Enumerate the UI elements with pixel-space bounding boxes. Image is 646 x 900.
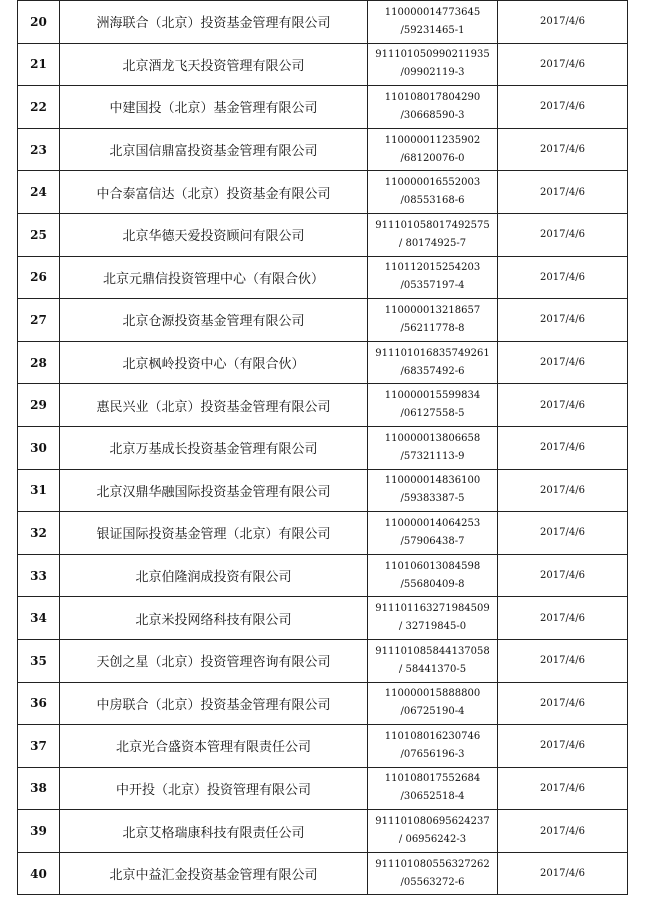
organization-code: /30668590-3 [400,109,465,121]
company-name: 中开投（北京）投资管理有限公司 [60,767,368,810]
date-cell: 2017/4/6 [498,767,628,810]
date-cell: 2017/4/6 [498,213,628,256]
company-name: 北京元鼎信投资管理中心（有限合伙） [60,256,368,299]
table-body [18,1,628,895]
date-cell: 2017/4/6 [498,597,628,640]
organization-code: /07656196-3 [400,748,465,760]
row-number: 28 [18,341,60,384]
registration-number: 110000014064253 [384,517,481,529]
organization-code: /59231465-1 [400,24,465,36]
registration-number: 911101163271984509 [375,603,490,615]
table-row [18,213,628,256]
registration-number: 911101080695624237 [375,816,490,828]
registration-number: 110112015254203 [384,262,481,274]
table-row [18,426,628,469]
registration-code [368,384,498,427]
registration-number: 110000015888800 [384,688,481,700]
row-number: 25 [18,213,60,256]
organization-code: / 58441370-5 [398,663,467,675]
registration-number: 110000014836100 [384,475,481,487]
registration-number: 110000011235902 [384,134,481,146]
date-cell: 2017/4/6 [498,682,628,725]
date-cell: 2017/4/6 [498,852,628,895]
organization-code: /59383387-5 [400,493,465,505]
registration-code [368,86,498,129]
table-row [18,171,628,214]
table-row [18,639,628,682]
company-name: 北京仓源投资基金管理有限公司 [60,299,368,342]
registration-code [368,682,498,725]
date-cell: 2017/4/6 [498,171,628,214]
company-name: 北京枫岭投资中心（有限合伙） [60,341,368,384]
registration-code [368,43,498,86]
registration-code [368,725,498,768]
company-name: 北京汉鼎华融国际投资基金管理有限公司 [60,469,368,512]
company-name: 北京中益汇金投资基金管理有限公司 [60,852,368,895]
company-name: 中房联合（北京）投资基金管理有限公司 [60,682,368,725]
date-cell: 2017/4/6 [498,725,628,768]
table-row [18,852,628,895]
registration-code [368,852,498,895]
company-name: 银证国际投资基金管理（北京）有限公司 [60,512,368,555]
company-name: 北京华德天爱投资顾问有限公司 [60,213,368,256]
registration-code [368,597,498,640]
registration-number: 110108016230746 [384,730,481,742]
organization-code: / 32719845-0 [398,621,467,633]
registration-code [368,767,498,810]
organization-code: /56211778-8 [400,322,465,334]
row-number: 24 [18,171,60,214]
company-name: 北京酒龙飞天投资管理有限公司 [60,43,368,86]
registration-code [368,128,498,171]
date-cell: 2017/4/6 [498,1,628,44]
registration-number: 110000016552003 [384,177,481,189]
registration-number: 911101085844137058 [375,645,490,657]
date-cell: 2017/4/6 [498,341,628,384]
registration-code [368,426,498,469]
registration-code [368,256,498,299]
table-row [18,256,628,299]
registration-code [368,469,498,512]
row-number: 29 [18,384,60,427]
date-cell: 2017/4/6 [498,639,628,682]
organization-code: /05563272-6 [400,876,465,888]
date-cell: 2017/4/6 [498,384,628,427]
organization-code: /06725190-4 [400,706,465,718]
row-number: 23 [18,128,60,171]
company-name: 北京艾格瑞康科技有限责任公司 [60,810,368,853]
date-cell: 2017/4/6 [498,554,628,597]
date-cell: 2017/4/6 [498,256,628,299]
organization-code: /09902119-3 [400,67,465,79]
date-cell: 2017/4/6 [498,469,628,512]
registration-number: 110000013806658 [384,432,481,444]
company-name: 北京国信鼎富投资基金管理有限公司 [60,128,368,171]
registration-number: 911101016835749261 [375,347,490,359]
table-row [18,767,628,810]
row-number: 22 [18,86,60,129]
date-cell: 2017/4/6 [498,810,628,853]
company-name: 中建国投（北京）基金管理有限公司 [60,86,368,129]
row-number: 37 [18,725,60,768]
company-name: 北京光合盛资本管理有限责任公司 [60,725,368,768]
row-number: 26 [18,256,60,299]
registration-code [368,171,498,214]
table-row [18,725,628,768]
date-cell: 2017/4/6 [498,299,628,342]
table-row [18,86,628,129]
row-number: 38 [18,767,60,810]
organization-code: /08553168-6 [400,195,465,207]
table-row [18,469,628,512]
table-row [18,299,628,342]
table-row [18,384,628,427]
organization-code: /57906438-7 [400,535,465,547]
date-cell: 2017/4/6 [498,86,628,129]
row-number: 20 [18,1,60,44]
row-number: 36 [18,682,60,725]
company-name: 洲海联合（北京）投资基金管理有限公司 [60,1,368,44]
organization-code: / 80174925-7 [398,237,467,249]
date-cell: 2017/4/6 [498,43,628,86]
organization-code: /68120076-0 [400,152,465,164]
registration-code [368,299,498,342]
organization-code: /30652518-4 [400,791,465,803]
registration-number: 110108017552684 [384,773,481,785]
company-list-table [17,0,628,895]
registration-number: 110106013084598 [384,560,481,572]
registration-code [368,639,498,682]
row-number: 27 [18,299,60,342]
row-number: 31 [18,469,60,512]
registration-number: 911101080556327262 [375,858,490,870]
company-name: 惠民兴业（北京）投资基金管理有限公司 [60,384,368,427]
date-cell: 2017/4/6 [498,512,628,555]
row-number: 21 [18,43,60,86]
registration-number: 110000015599834 [384,390,481,402]
table-row [18,554,628,597]
registration-code [368,512,498,555]
registration-code [368,810,498,853]
registration-code [368,554,498,597]
registration-number: 911101058017492575 [375,219,490,231]
registration-code [368,341,498,384]
table-row [18,341,628,384]
row-number: 39 [18,810,60,853]
registration-number: 110000013218657 [384,304,481,316]
row-number: 30 [18,426,60,469]
table-row [18,1,628,44]
row-number: 34 [18,597,60,640]
organization-code: /05357197-4 [400,280,465,292]
registration-code [368,213,498,256]
organization-code: /55680409-8 [400,578,465,590]
row-number: 35 [18,639,60,682]
table-row [18,682,628,725]
company-name: 北京万基成长投资基金管理有限公司 [60,426,368,469]
company-name: 北京伯隆润成投资有限公司 [60,554,368,597]
table-row [18,597,628,640]
registration-number: 110108017804290 [384,91,481,103]
row-number: 32 [18,512,60,555]
organization-code: /57321113-9 [400,450,465,462]
company-name: 天创之星（北京）投资管理咨询有限公司 [60,639,368,682]
organization-code: / 06956242-3 [398,834,467,846]
table-row [18,128,628,171]
company-name: 北京米投网络科技有限公司 [60,597,368,640]
date-cell: 2017/4/6 [498,426,628,469]
table-row [18,810,628,853]
table-row [18,43,628,86]
registration-code [368,1,498,44]
company-name: 中合泰富信达（北京）投资基金有限公司 [60,171,368,214]
organization-code: /06127558-5 [400,408,465,420]
row-number: 33 [18,554,60,597]
registration-number: 110000014773645 [384,6,481,18]
organization-code: /68357492-6 [400,365,465,377]
row-number: 40 [18,852,60,895]
date-cell: 2017/4/6 [498,128,628,171]
registration-number: 911101050990211935 [375,49,490,61]
table-row [18,512,628,555]
